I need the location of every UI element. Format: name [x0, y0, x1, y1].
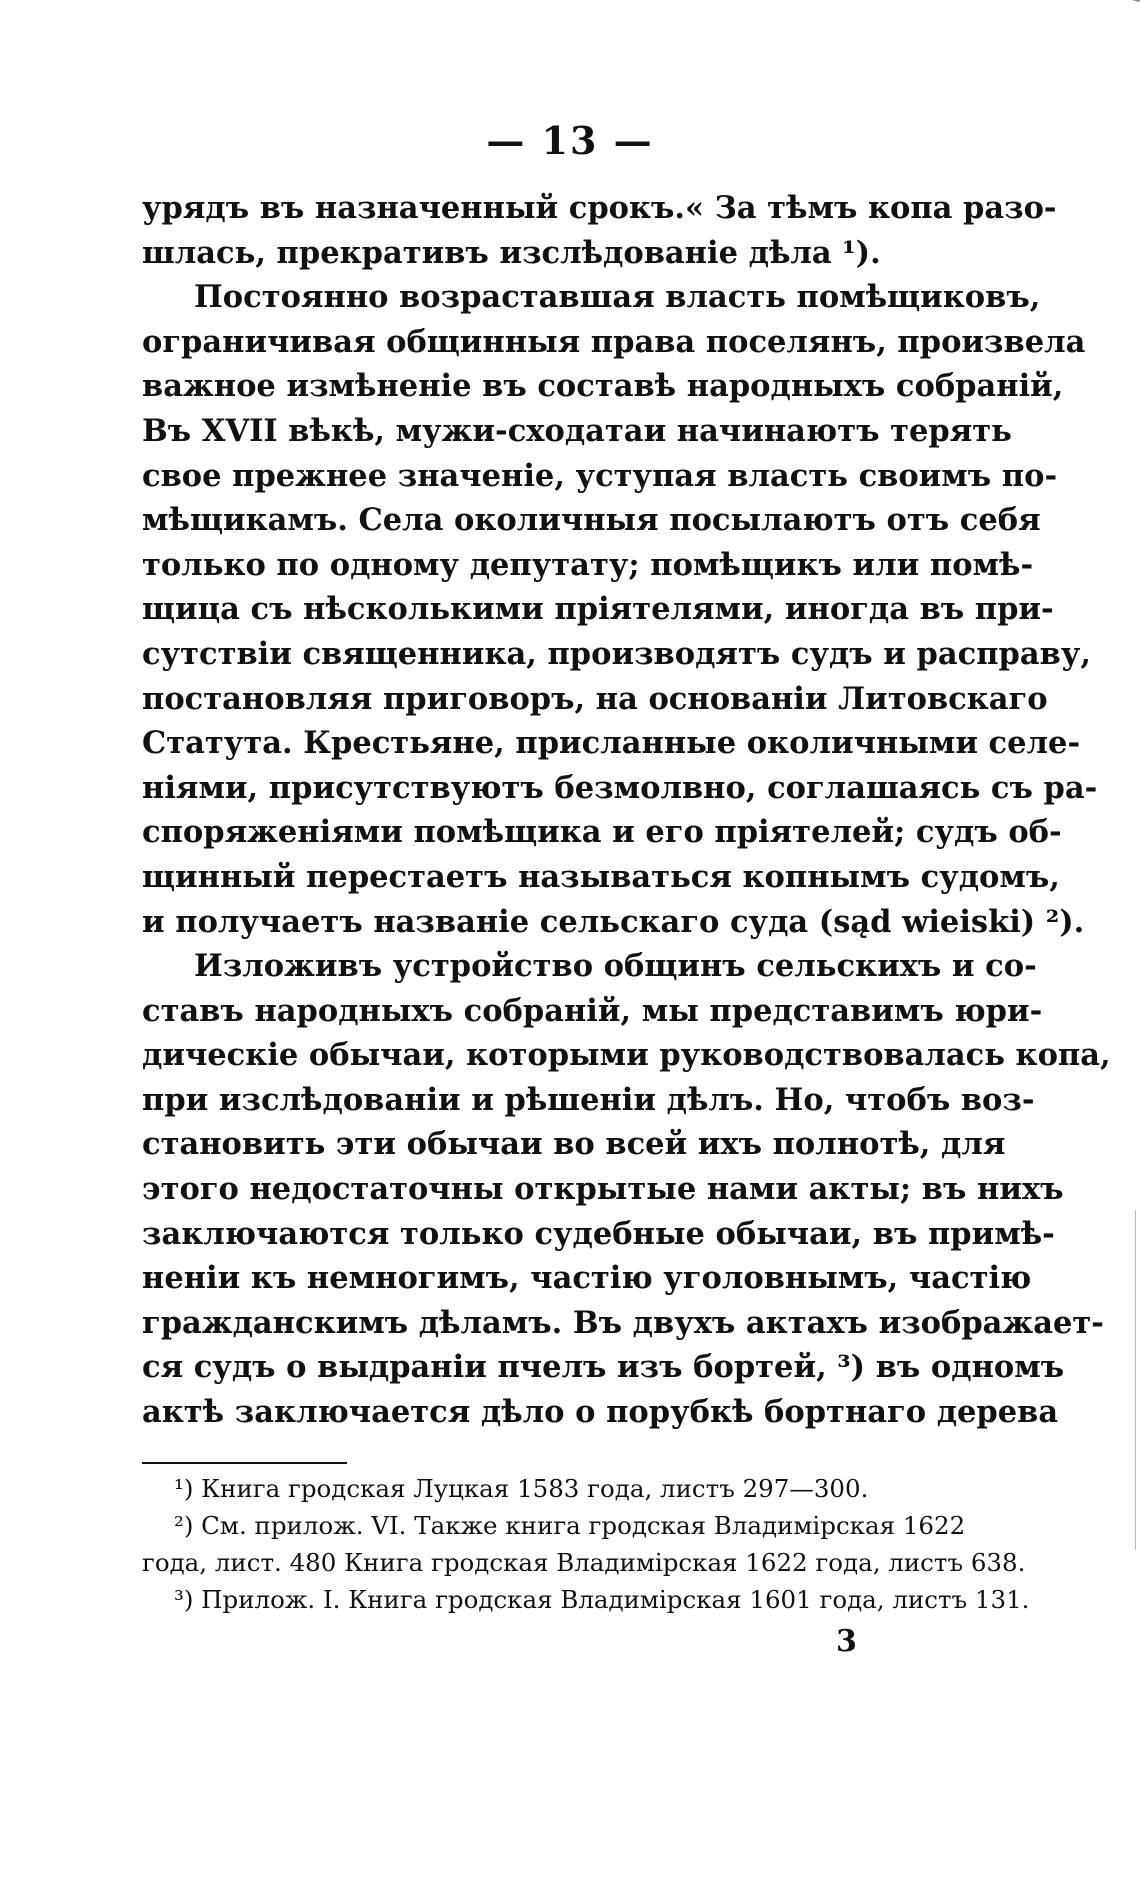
- text-line: сутствіи священника, производятъ судъ и расправу,: [142, 635, 1091, 672]
- text-line: Изложивъ устройство общинъ сельскихъ и со-: [194, 948, 1037, 985]
- text-line: гражданскимъ дѣламъ. Въ двухъ актахъ изображает-: [142, 1304, 1104, 1341]
- text-line: ся судъ о выдраніи пчелъ изъ бортей, ³) въ одномъ: [142, 1349, 1065, 1386]
- text-line: этого недостаточны открытые нами акты; въ нихъ: [142, 1171, 1064, 1208]
- text-line: важное измѣненіе въ составѣ народныхъ собраній,: [142, 368, 1064, 405]
- text-line: Въ XVII вѣкѣ, мужи-сходатаи начинаютъ терять: [142, 412, 1012, 449]
- page-number: — 13 —: [486, 118, 654, 163]
- text-line: актѣ заключается дѣло о порубкѣ бортнаго дерева: [142, 1394, 1059, 1431]
- text-line: заключаются только судебные обычаи, въ примѣ-: [142, 1215, 1055, 1252]
- text-line: ставъ народныхъ собраній, мы представимъ юри-: [142, 992, 1043, 1029]
- scan-artifact: [1101, 0, 1140, 16]
- main-text: [142, 186, 1111, 1435]
- footnotes: [142, 1470, 1030, 1618]
- text-line: ограничивая общинныя права поселянъ, произвела: [142, 323, 1086, 360]
- text-line: при изслѣдованіи и рѣшеніи дѣлъ. Но, чтобъ воз-: [142, 1081, 1035, 1118]
- text-line: щинный перестаетъ называться копнымъ судомъ,: [142, 858, 1060, 895]
- page-edge-shadow: [1135, 1210, 1136, 1550]
- text-line: неніи къ немногимъ, частію уголовнымъ, частію: [142, 1260, 1032, 1297]
- text-line: урядъ въ назначенный срокъ.« За тѣмъ копа разо-: [142, 190, 1057, 226]
- text-line: ніями, присутствуютъ безмолвно, соглашаясь съ ра-: [142, 769, 1098, 806]
- text-line: споряженіями помѣщика и его пріятелей; судъ об-: [142, 814, 1062, 851]
- footnote: ¹) Книга гродская Луцкая 1583 года, листъ 297—300.: [174, 1474, 869, 1503]
- footnote: года, лист. 480 Книга гродская Владимірская 1622 года, листъ 638.: [142, 1548, 1026, 1577]
- text-line: дическіе обычаи, которыми руководствовалась копа,: [142, 1037, 1111, 1074]
- text-line: мѣщикамъ. Села околичныя посылаютъ отъ себя: [142, 502, 1041, 539]
- text-line: становить эти обычаи во всей ихъ полнотѣ, для: [142, 1126, 1006, 1163]
- text-line: шлась, прекративъ изслѣдованіе дѣла ¹).: [142, 234, 881, 271]
- text-line: и получаетъ названіе сельскаго суда (sąd wieiski) ²).: [142, 903, 1085, 940]
- text-line: Статута. Крестьяне, присланные околичными селе-: [142, 725, 1081, 762]
- footnote: ³) Прилож. I. Книга гродская Владимірская 1601 года, листъ 131.: [174, 1585, 1030, 1614]
- signature-mark: 3: [836, 1624, 857, 1659]
- text-line: постановляя приговоръ, на основаніи Литовскаго: [142, 680, 1048, 717]
- text-line: щица съ нѣсколькими пріятелями, иногда въ при-: [142, 591, 1054, 628]
- text-line: только по одному депутату; помѣщикъ или помѣ-: [142, 546, 1034, 583]
- text-line: свое прежнее значеніе, уступая власть своимъ по-: [142, 457, 1058, 494]
- text-line: Постоянно возраставшая власть помѣщиковъ,: [194, 279, 1041, 316]
- footnote-separator: [142, 1462, 347, 1464]
- footnote: ²) См. прилож. VI. Также книга гродская Владимірская 1622: [174, 1511, 966, 1540]
